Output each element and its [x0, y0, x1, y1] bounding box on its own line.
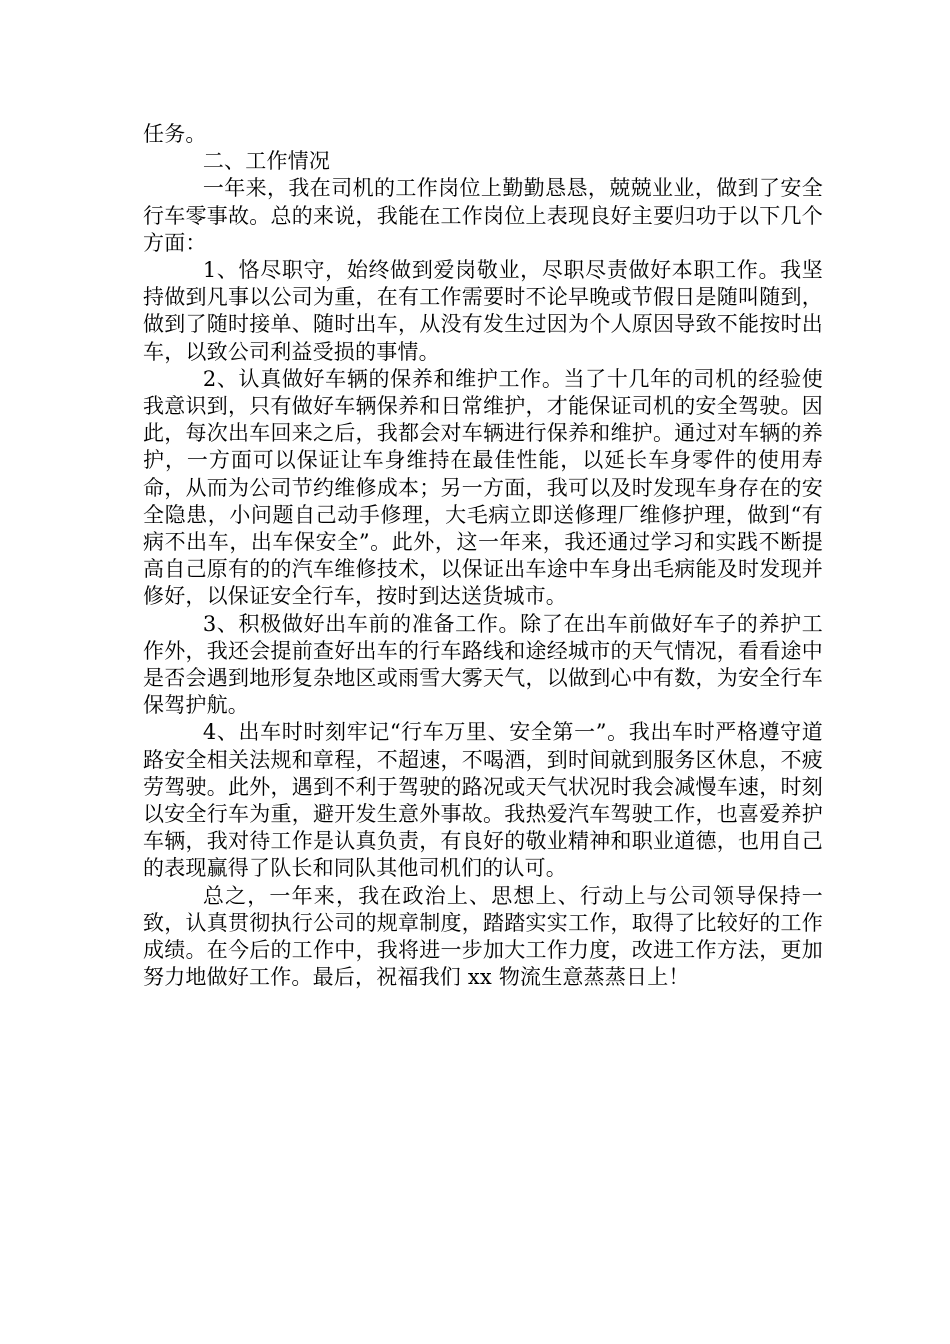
- paragraph-conclusion: 总之，一年来，我在政治上、思想上、行动上与公司领导保持一致，认真贯彻执行公司的规章制度，踏踏实实工作，取得了比较好的工作成绩。在今后的工作中，我将进一步加大工作力度，改进工作方法，更加努力地做好工作。最后，祝福我们 xx 物流生意蒸蒸日上！: [143, 883, 823, 990]
- paragraph-item-1: 1、恪尽职守，始终做到爱岗敬业，尽职尽责做好本职工作。我坚持做到凡事以公司为重，在有工作需要时不论早晚或节假日是随叫随到，做到了随时接单、随时出车，从没有发生过因为个人原因导致不能按时出车，以致公司利益受损的事情。: [143, 258, 823, 364]
- paragraph-item-3: 3、积极做好出车前的准备工作。除了在出车前做好车子的养护工作外，我还会提前查好出车的行车路线和途经城市的天气情况，看看途中是否会遇到地形复杂地区或雨雪大雾天气，以做到心中有数，为安全行车保驾护航。: [143, 611, 823, 718]
- paragraph-intro: 一年来，我在司机的工作岗位上勤勤恳恳，兢兢业业，做到了安全行车零事故。总的来说，我能在工作岗位上表现良好主要归功于以下几个方面：: [143, 176, 823, 255]
- paragraph-item-4: 4、出车时时刻牢记“行车万里、安全第一”。我出车时严格遵守道路安全相关法规和章程，不超速，不喝酒，到时间就到服务区休息，不疲劳驾驶。此外，遇到不利于驾驶的路况或天气状况时我会减慢车速，时刻以安全行车为重，避开发生意外事故。我热爱汽车驾驶工作，也喜爱养护车辆，我对待工作是认真负责，有良好的敬业精神和职业道德，也用自己的表现赢得了队长和同队其他司机们的认可。: [143, 720, 823, 881]
- paragraph-continuation: 任务。: [143, 122, 207, 146]
- paragraph-item-2: 2、认真做好车辆的保养和维护工作。当了十几年的司机的经验使我意识到，只有做好车辆保养和日常维护，才能保证司机的安全驾驶。因此，每次出车回来之后，我都会对车辆进行保养和维护。通过对车辆的养护，一方面可以保证让车身维持在最佳性能，以延长车身零件的使用寿命，从而为公司节约维修成本；另一方面，我可以及时发现车身存在的安全隐患，小问题自己动手修理，大毛病立即送修理厂维修护理，做到“有病不出车，出车保安全”。此外，这一年来，我还通过学习和实践不断提高自己原有的的汽车维修技术，以保证出车途中车身出毛病能及时发现并修好，以保证安全行车，按时到达送货城市。: [143, 366, 823, 609]
- section-heading: 二、工作情况: [202, 149, 331, 174]
- document-page: [143, 121, 823, 992]
